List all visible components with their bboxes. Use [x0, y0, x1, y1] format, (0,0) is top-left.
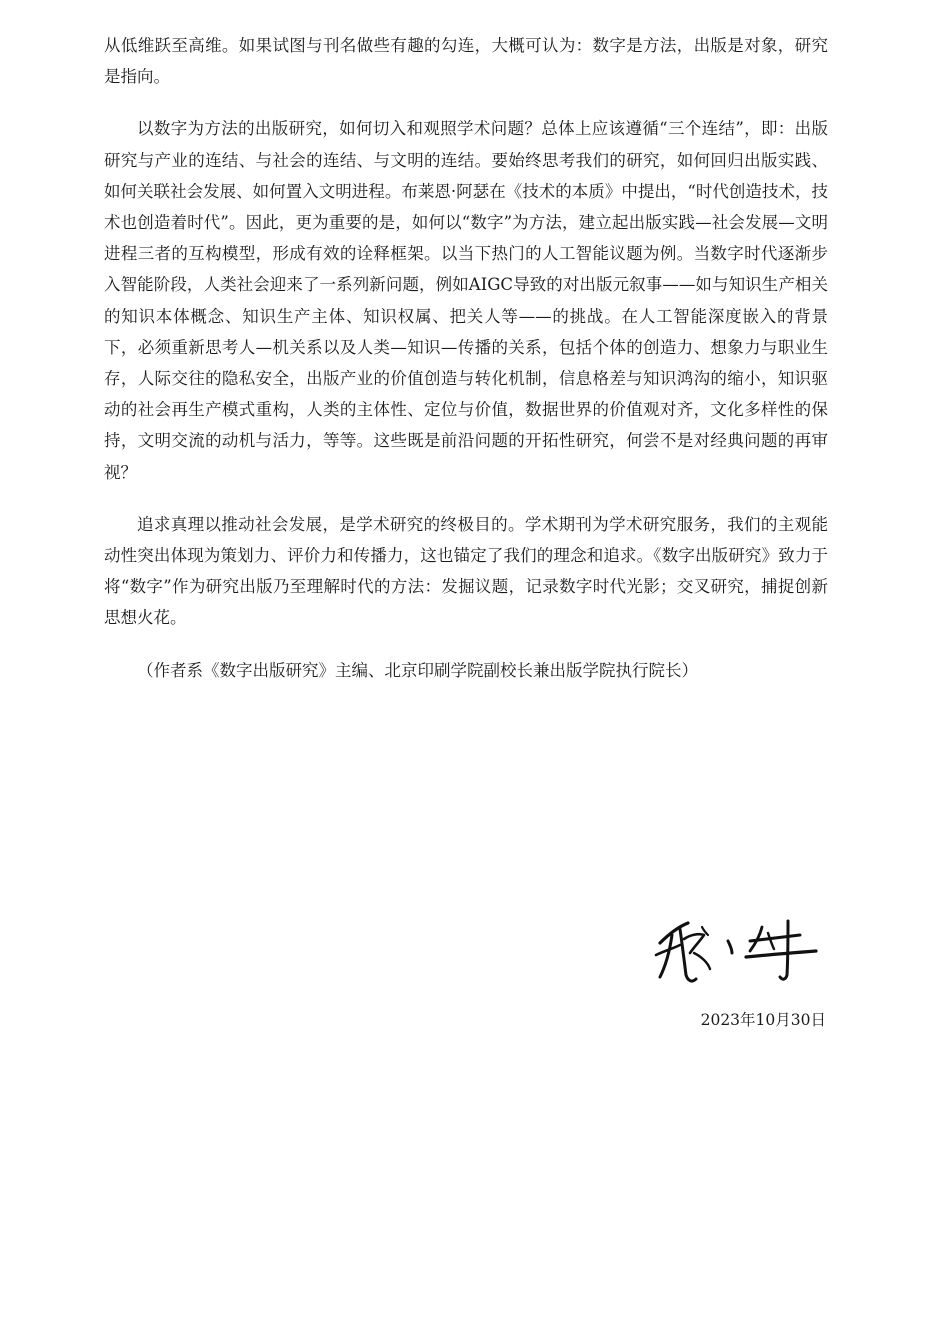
paragraph-3: 追求真理以推动社会发展，是学术研究的终极目的。学术期刊为学术研究服务，我们的主观能动性突出体现为策划力、评价力和传播力，这也锚定了我们的理念和追求。《数字出版研究》致力于将“数字”作为研究出版乃至理解时代的方法：发掘议题，记录数字时代光影；交叉研究，捕捉创新思想火花。 — [104, 514, 828, 628]
paragraph-1: 从低维跃至高维。如果试图与刊名做些有趣的勾连，大概可认为：数字是方法，出版是对象，研究是指向。 — [104, 36, 828, 87]
paragraph-2: 以数字为方法的出版研究，如何切入和观照学术问题？总体上应该遵循“三个连结”，即：出版研究与产业的连结、与社会的连结、与文明的连结。要始终思考我们的研究，如何回归出版实践、如何关联社会发展、如何置入文明进程。布莱恩·阿瑟在《技术的本质》中提出，“时代创造技术，技术也创造着时代”。因此，更为重要的是，如何以“数字”为方法，建立起出版实践—社会发展—文明进程三者的互构模型，形成有效的诠释框架。以当下热门的人工智能议题为例。当数字时代逐渐步入智能阶段，人类社会迎来了一系列新问题，例如AIGC导致的对出版元叙事——如与知识生产相关的知识本体概念、知识生产主体、知识权属、把关人等——的挑战。在人工智能深度嵌入的背景下，必须重新思考人—机关系以及人类—知识—传播的关系，包括个体的创造力、想象力与职业生存，人际交往的隐私安全，出版产业的价值创造与转化机制，信息格差与知识鸿沟的缩小，知识驱动的社会再生产模式重构，人类的主体性、定位与价值，数据世界的价值观对齐，文化多样性的保持，文明交流的动机与活力，等等。这些既是前沿问题的开拓性研究，何尝不是对经典问题的再审视？ — [104, 119, 828, 482]
handwritten-signature — [650, 905, 825, 995]
article-body — [104, 30, 828, 686]
author-note: （作者系《数字出版研究》主编、北京印刷学院副校长兼出版学院执行院长） — [137, 660, 698, 680]
date: 2023年10月30日 — [700, 1011, 826, 1029]
